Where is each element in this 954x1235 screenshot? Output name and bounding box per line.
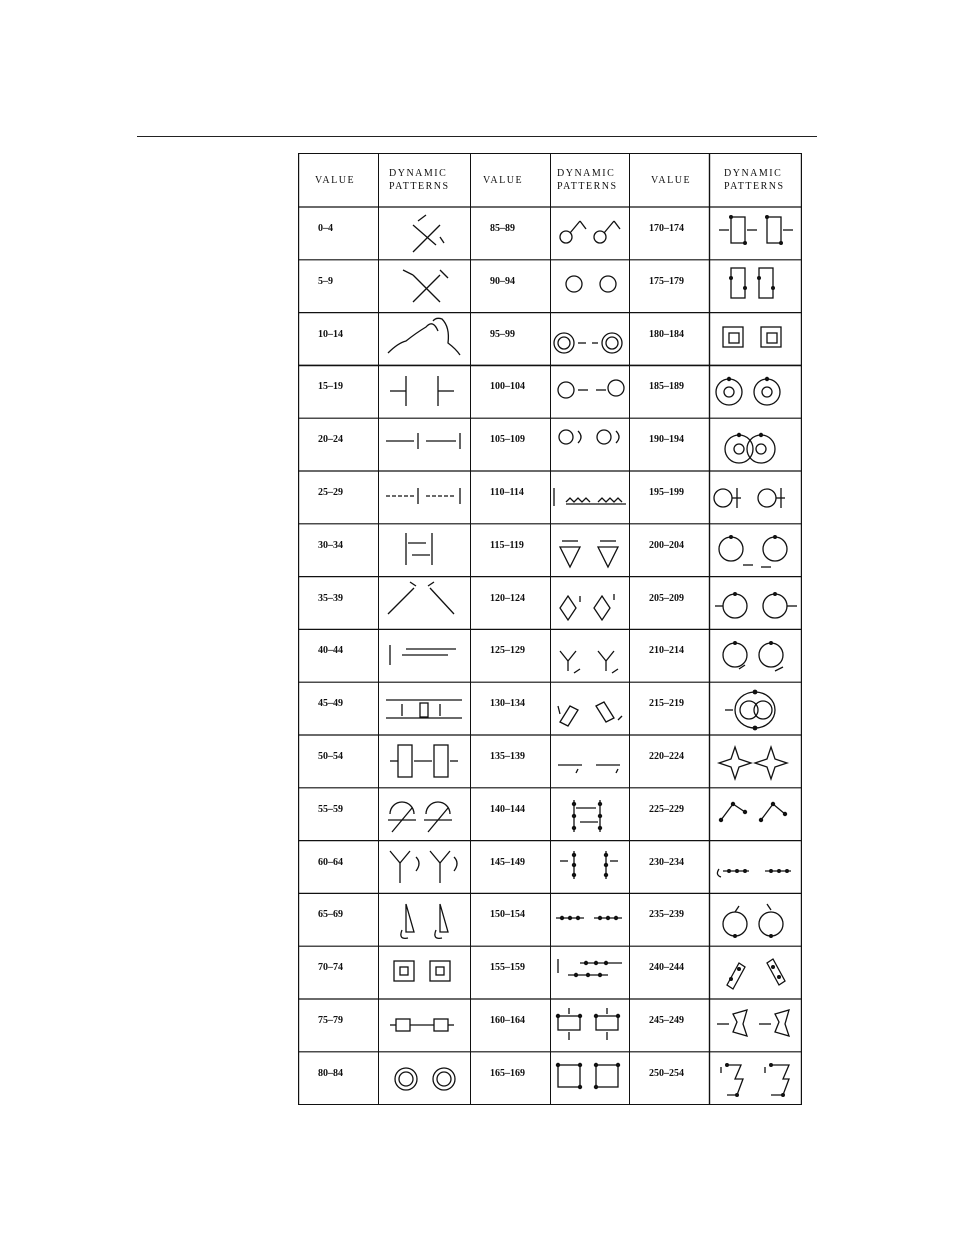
pattern-95-99 (554, 333, 622, 353)
value-range-cell: 140–144 (490, 803, 525, 815)
value-range-cell: 130–134 (490, 698, 525, 710)
header-patterns-label-line2: PATTERNS (724, 181, 785, 192)
pattern-120-124 (560, 594, 614, 620)
pattern-85-89 (560, 221, 620, 243)
pattern-45-49 (386, 700, 462, 718)
header-value-label: VALUE (315, 175, 356, 186)
pattern-65-69 (401, 904, 448, 938)
pattern-160-164 (556, 1008, 620, 1040)
pattern-250-254 (721, 1063, 789, 1097)
pattern-70-74 (394, 961, 450, 981)
value-range-cell: 60–64 (318, 856, 343, 868)
pattern-105-109 (559, 430, 619, 444)
value-range-cell: 105–109 (490, 434, 525, 446)
pattern-10-14 (388, 318, 460, 355)
header-value-label: VALUE (651, 175, 692, 186)
top-rule (137, 136, 817, 137)
pattern-125-129 (560, 651, 618, 673)
pattern-90-94 (566, 276, 616, 292)
value-range-cell: 135–139 (490, 751, 525, 762)
pattern-195-199 (714, 488, 785, 508)
pattern-185-189 (716, 377, 780, 405)
pattern-35-39 (388, 582, 454, 614)
value-range-cell: 110–114 (490, 487, 524, 498)
pattern-100-104 (558, 380, 624, 398)
value-range-cell: 145–149 (490, 856, 525, 868)
pattern-225-229 (719, 802, 787, 822)
pattern-230-234 (717, 869, 791, 877)
pattern-175-179 (729, 268, 775, 298)
value-range-cell: 155–159 (490, 962, 525, 974)
value-range-cell: 65–69 (318, 909, 343, 921)
value-range-cell: 45–49 (318, 698, 343, 710)
value-range-cell: 160–164 (490, 1015, 525, 1026)
pattern-30-34 (406, 533, 432, 565)
pattern-75-79 (390, 1019, 454, 1031)
pattern-115-119 (560, 541, 618, 567)
value-range-cell: 85–89 (490, 223, 515, 234)
value-range-cell: 30–34 (318, 539, 343, 551)
value-range-cell: 195–199 (649, 487, 684, 498)
pattern-215-219 (725, 690, 775, 731)
value-range-cell: 5–9 (318, 275, 333, 287)
pattern-110-114 (554, 488, 626, 506)
header-value-label: VALUE (483, 175, 524, 186)
value-range-cell: 175–179 (649, 275, 684, 287)
pattern-145-149 (560, 851, 618, 879)
value-range-cell: 170–174 (649, 223, 684, 234)
value-range-cell: 40–44 (318, 645, 343, 657)
value-range-cell: 35–39 (318, 592, 343, 604)
pattern-5-9 (403, 270, 448, 302)
pattern-235-239 (723, 904, 783, 938)
pattern-140-144 (572, 800, 602, 832)
value-range-cell: 240–244 (649, 962, 684, 974)
value-range-cell: 250–254 (649, 1067, 684, 1079)
value-range-cell: 70–74 (318, 962, 343, 974)
value-range-cell: 190–194 (649, 434, 684, 446)
value-range-cell: 230–234 (649, 856, 684, 868)
pattern-190-194 (725, 433, 775, 463)
value-range-cell: 200–204 (649, 539, 684, 551)
pattern-80-84 (395, 1068, 455, 1090)
table-grid-lines (298, 153, 802, 1105)
value-range-cell: 125–129 (490, 645, 525, 657)
pattern-200-204 (719, 535, 787, 567)
value-range-cell: 180–184 (649, 328, 684, 340)
value-range-cell: 245–249 (649, 1015, 684, 1026)
pattern-0-4 (413, 215, 444, 252)
pattern-165-169 (556, 1063, 620, 1089)
pattern-50-54 (390, 745, 458, 777)
pattern-55-59 (388, 802, 452, 832)
pattern-drawings (298, 153, 802, 1105)
value-range-cell: 225–229 (649, 803, 684, 815)
value-range-cell: 55–59 (318, 803, 343, 815)
value-range-cell: 165–169 (490, 1067, 525, 1079)
pattern-170-174 (719, 215, 793, 245)
value-range-cell: 215–219 (649, 698, 684, 710)
value-range-cell: 80–84 (318, 1067, 343, 1079)
value-range-cell: 235–239 (649, 909, 684, 921)
value-range-cell: 100–104 (490, 381, 525, 393)
dynamic-patterns-table (298, 153, 802, 1105)
pattern-20-24 (386, 433, 460, 449)
pattern-210-214 (723, 641, 783, 671)
value-range-cell: 185–189 (649, 381, 684, 393)
header-patterns-label-line2: PATTERNS (557, 181, 618, 192)
value-range-cell: 220–224 (649, 751, 684, 762)
value-range-cell: 75–79 (318, 1015, 343, 1026)
value-range-cell: 0–4 (318, 223, 333, 234)
header-patterns-label-line2: PATTERNS (389, 181, 450, 192)
pattern-180-184 (723, 327, 781, 347)
value-range-cell: 95–99 (490, 328, 515, 340)
pattern-245-249 (717, 1010, 789, 1036)
pattern-205-209 (715, 592, 797, 618)
pattern-220-224 (719, 747, 787, 779)
pattern-135-139 (558, 765, 620, 773)
pattern-130-134 (558, 702, 622, 726)
value-range-cell: 210–214 (649, 645, 684, 657)
pattern-15-19 (390, 376, 454, 406)
pattern-25-29 (386, 488, 460, 504)
pattern-240-244 (727, 959, 785, 989)
value-range-cell: 20–24 (318, 434, 343, 446)
value-range-cell: 120–124 (490, 592, 525, 604)
header-patterns-label-line1: DYNAMIC (557, 168, 616, 179)
value-range-cell: 205–209 (649, 592, 684, 604)
value-range-cell: 10–14 (318, 328, 343, 340)
value-range-cell: 90–94 (490, 275, 515, 287)
pattern-150-154 (556, 916, 622, 920)
pattern-60-64 (390, 851, 457, 883)
value-range-cell: 15–19 (318, 381, 343, 393)
value-range-cell: 115–119 (490, 539, 524, 551)
value-range-cell: 50–54 (318, 751, 343, 762)
header-patterns-label-line1: DYNAMIC (389, 168, 448, 179)
pattern-40-44 (390, 645, 456, 665)
header-patterns-label-line1: DYNAMIC (724, 168, 783, 179)
value-range-cell: 150–154 (490, 909, 525, 921)
value-range-cell: 25–29 (318, 487, 343, 498)
pattern-155-159 (558, 959, 622, 977)
